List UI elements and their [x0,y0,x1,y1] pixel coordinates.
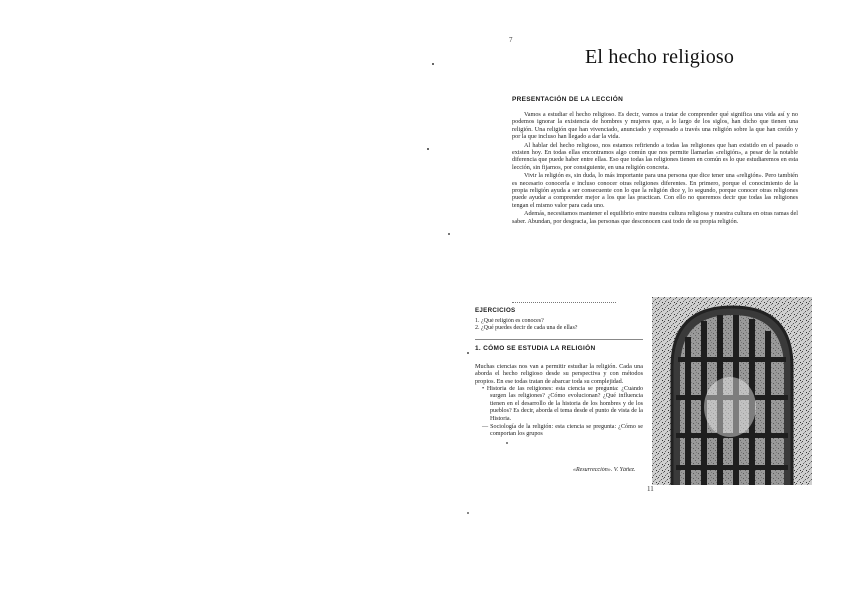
exercise-item: 2. ¿Qué puedes decir de cada una de ellas? [475,325,578,331]
section1-list [482,386,643,440]
image-caption: «Resurrección». V. Yáñez. [573,467,636,473]
speck [467,512,469,514]
exercise-item: 1. ¿Qué religión es conoces? [475,318,544,324]
speck [506,442,508,444]
presentation-heading: PRESENTACIÓN DE LA LECCIÓN [512,96,624,103]
illustration-svg [652,297,812,485]
presentation-paragraph: Además, necesitamos mantener el equilibrio entre nuestra cultura religiosa y nuestra cultura en otras ramas del saber. Abundan, por desgracia, las personas que desconocen casi todo de su propia religión. [512,210,798,225]
speck [432,63,434,65]
section1-intro: Muchas ciencias nos van a permitir estudiar la religión. Cada una aborda el hecho religioso desde su perspectiva y con métodos propios. En ese todas tratan de abarcar toda su complejidad. [475,363,643,385]
section-rule [475,339,643,340]
speck [427,148,429,150]
presentation-paragraph: Al hablar del hecho religioso, nos estamos refiriendo a todas las religiones que han existido en el pasado o existen hoy. En todas ellas encontramos algo común que nos permite llamarlas «religión», a pesar de la notable diferencia que puede haber entre ellas. Eso que todas las religiones tienen en común es lo que estudiaremos en esta lección, sin fijarnos, por consiguiente, en una religión concreta. [512,141,798,171]
list-item: • Historia de las religiones: esta ciencia se pregunta: ¿Cuándo surgen las religiones? ¿Cómo evolucionan? ¿Qué influencia tienen en el desarrollo de la historia de los hombres y de los pueblos? Es decir, aborda el tema desde el punto de vista de la Historia. [482,386,643,422]
page-title: El hecho religioso [585,46,735,68]
exercises-heading: EJERCICIOS [475,307,516,314]
speck [448,233,450,235]
presentation-paragraph: Vivir la religión es, sin duda, lo más importante para una persona que dice tener una «religión». Pero también es necesario conocerla e incluso conocer otras religiones diferentes. En primero, porque el conocimiento de la propia religión ayuda a ser consecuente con lo que la religión dice y, lo segundo, porque conocer otras religiones puede ayudar a comprender mejor a los que las practican. Con ello no queremos decir que todas las religiones tengan el mismo valor para cada uno. [512,172,798,209]
resurrection-illustration [652,297,812,485]
exercises-list [475,318,650,332]
presentation-body [512,111,798,225]
list-item: — Sociología de la religión: esta ciencia se pregunta: ¿Cómo se comportan los grupos [482,424,643,438]
presentation-paragraph: Vamos a estudiar el hecho religioso. Es decir, vamos a tratar de comprender qué significa una vida así y no podemos ignorar la existencia de hombres y mujeres que, a lo largo de los siglos, han dicho que tienen una religión. Una religión que han vivenciado, anunciado y expresado a través una religión sobre la que han creído y por la que incluso han llegado a dar la vida. [512,111,798,141]
section1-heading: 1. CÓMO SE ESTUDIA LA RELIGIÓN [475,345,596,352]
separator-dotted [512,302,616,303]
corner-mark: 7 [509,36,513,44]
speck [467,352,469,354]
page-number: 11 [647,485,654,493]
